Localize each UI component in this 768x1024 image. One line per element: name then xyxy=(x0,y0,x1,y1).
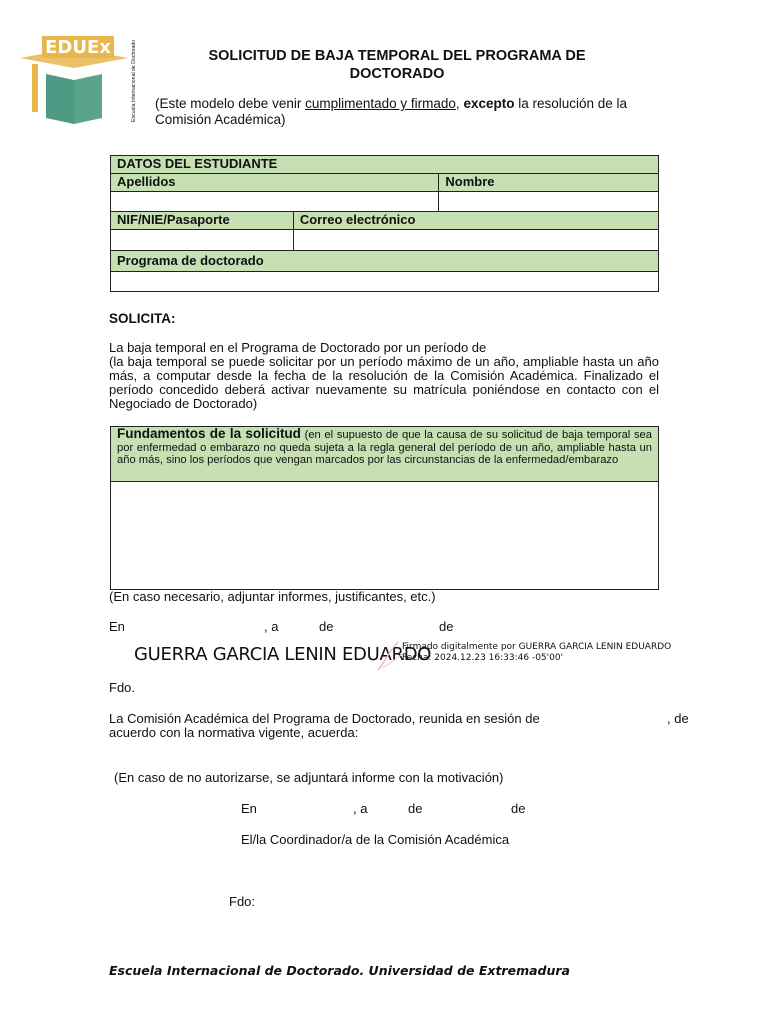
correo-field[interactable] xyxy=(293,230,658,251)
nombre-label: Nombre xyxy=(439,174,659,192)
signature-details: Firmado digitalmente por GUERRA GARCIA LENIN EDUARDO Fecha: 2024.12.23 16:33:46 -05'00' xyxy=(402,642,672,663)
eduex-logo xyxy=(20,34,140,126)
digital-signature xyxy=(134,640,672,676)
comision-text-1-end: , de xyxy=(667,711,689,726)
date-de-1: de xyxy=(319,619,334,634)
section-heading: DATOS DEL ESTUDIANTE xyxy=(111,156,659,174)
adjuntar-note: (En caso necesario, adjuntar informes, justificantes, etc.) xyxy=(109,589,436,604)
comision-fdo-label: Fdo: xyxy=(229,894,256,909)
no-autorizar-note: (En caso de no autorizarse, se adjuntará informe con la motivación) xyxy=(114,770,504,785)
comision-text-2: acuerdo con la normativa vigente, acuerda: xyxy=(109,725,359,740)
comision-date-de-2: de xyxy=(511,801,526,816)
nif-field[interactable] xyxy=(111,230,294,251)
nombre-field[interactable] xyxy=(439,192,659,212)
fundamentos-field[interactable] xyxy=(111,482,658,590)
place-en: En xyxy=(109,619,125,634)
fundamentos-note: (en el supuesto de que la causa de su solicitud de baja temporal sea por enfermedad o embarazo no queda sujeta a la regla general del período de un año, ampliable hasta un año más, sino los períodos que vengan marcados por las circunstancias de la enfermedad/embarazo xyxy=(117,429,652,466)
coordinador-label: El/la Coordinador/a de la Comisión Académica xyxy=(241,832,510,847)
signer-name: GUERRA GARCIA LENIN EDUARDO xyxy=(134,644,432,665)
correo-label: Correo electrónico xyxy=(293,212,658,230)
student-data-table xyxy=(110,155,659,292)
fundamentos-box xyxy=(110,426,659,590)
comision-date-de-1: de xyxy=(408,801,423,816)
solicita-text: La baja temporal en el Programa de Doctorado por un período de (la baja temporal se puede solicitar por un período máximo de un año, ampliable hasta un año más, a computar desde la fecha de la resolución de la Comisión Académica. Finalizado el período concedido deberá activar nuevamente su matrícula poniéndose en contacto con el Negociado de Doctorado) xyxy=(109,340,659,411)
fundamentos-header xyxy=(111,427,658,482)
fundamentos-title: Fundamentos de la solicitud xyxy=(117,427,301,441)
fdo-label: Fdo. xyxy=(109,680,136,695)
date-de-2: de xyxy=(439,619,454,634)
nif-label: NIF/NIE/Pasaporte xyxy=(111,212,294,230)
intro-note: (Este modelo debe venir cumplimentado y firmado, excepto la resolución de la Comisión Académica) xyxy=(155,96,628,127)
logo-side-text: Escuela Internacional de Doctorado xyxy=(131,39,137,122)
programa-label: Programa de doctorado xyxy=(111,251,659,272)
place-a: , a xyxy=(264,619,279,634)
programa-field[interactable] xyxy=(111,272,659,292)
apellidos-label: Apellidos xyxy=(111,174,439,192)
logo-text: EDUEx xyxy=(45,37,111,58)
apellidos-field[interactable] xyxy=(111,192,439,212)
comision-text-1: La Comisión Académica del Programa de Doctorado, reunida en sesión de xyxy=(109,711,540,726)
comision-place-en: En xyxy=(241,801,257,816)
page-footer: Escuela Internacional de Doctorado. Universidad de Extremadura xyxy=(109,963,570,978)
solicita-heading: SOLICITA: xyxy=(109,311,176,326)
comision-place-a: , a xyxy=(353,801,368,816)
page-title: SOLICITUD DE BAJA TEMPORAL DEL PROGRAMA DE DOCTORADO xyxy=(208,48,586,82)
